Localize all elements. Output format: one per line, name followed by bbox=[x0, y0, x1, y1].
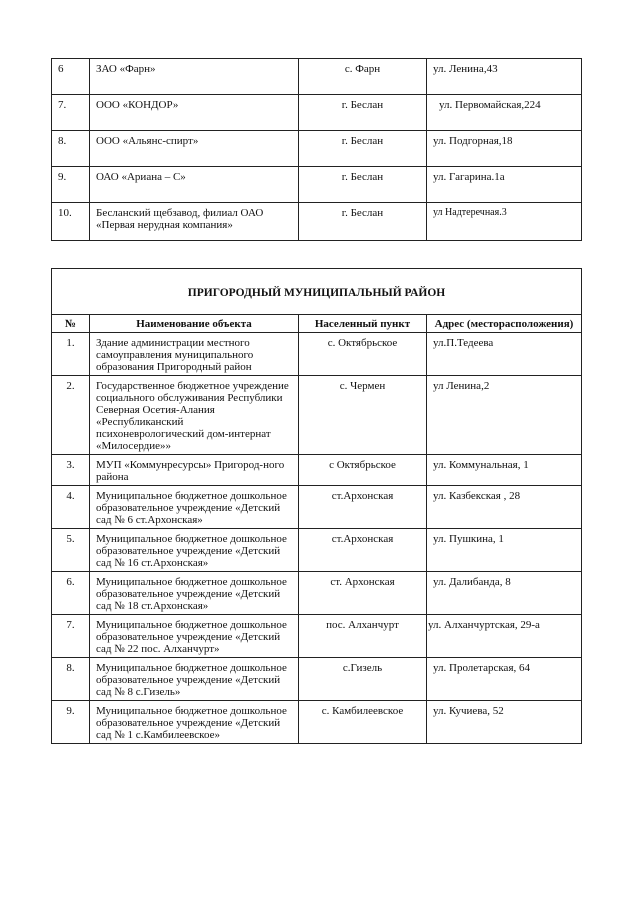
table-row bbox=[52, 615, 582, 658]
object-name: ОАО «Ариана – С» bbox=[90, 167, 299, 203]
row-number: 2. bbox=[52, 376, 90, 455]
settlement: ст.Архонская bbox=[299, 486, 427, 529]
settlement: пос. Алханчурт bbox=[299, 615, 427, 658]
object-name: Муниципальное бюджетное дошкольное образовательное учреждение «Детский сад № 6 ст.Архонская» bbox=[90, 486, 299, 529]
header-settlement: Населенный пункт bbox=[299, 315, 427, 333]
object-name: Муниципальное бюджетное дошкольное образовательное учреждение «Детский сад № 18 ст.Архонская» bbox=[90, 572, 299, 615]
settlement: г. Беслан bbox=[299, 203, 427, 241]
header-object-name: Наименование объекта bbox=[90, 315, 299, 333]
table-row bbox=[52, 658, 582, 701]
settlement: с. Камбилеевское bbox=[299, 701, 427, 744]
address: ул. Кучиева, 52 bbox=[427, 701, 582, 744]
settlement: с. Фарн bbox=[299, 59, 427, 95]
table-row bbox=[52, 701, 582, 744]
continuation-table bbox=[51, 58, 582, 241]
object-name: МУП «Коммунресурсы» Пригород-ного района bbox=[90, 455, 299, 486]
section-title: ПРИГОРОДНЫЙ МУНИЦИПАЛЬНЫЙ РАЙОН bbox=[52, 269, 582, 315]
row-number: 3. bbox=[52, 455, 90, 486]
table-row bbox=[52, 167, 582, 203]
object-name: Государственное бюджетное учреждение социального обслуживания Республики Северная Осетия-Алания «Республиканский психоневрологический дом-интернат «Милосердие»» bbox=[90, 376, 299, 455]
object-name: Здание администрации местного самоуправления муниципального образования Пригородный район bbox=[90, 333, 299, 376]
object-name: Бесланский щебзавод, филиал ОАО «Первая нерудная компания» bbox=[90, 203, 299, 241]
address: ул. Ленина,43 bbox=[427, 59, 582, 95]
address: ул. Коммунальная, 1 bbox=[427, 455, 582, 486]
header-number: № bbox=[52, 315, 90, 333]
address: ул. Пролетарская, 64 bbox=[427, 658, 582, 701]
table-row bbox=[52, 572, 582, 615]
address: ул. Алханчуртская, 29-а bbox=[427, 615, 582, 658]
row-number: 5. bbox=[52, 529, 90, 572]
settlement: с. Чермен bbox=[299, 376, 427, 455]
object-name: Муниципальное бюджетное дошкольное образовательное учреждение «Детский сад № 8 с.Гизель» bbox=[90, 658, 299, 701]
row-number: 7. bbox=[52, 615, 90, 658]
table-row bbox=[52, 95, 582, 131]
object-name: ЗАО «Фарн» bbox=[90, 59, 299, 95]
object-name: Муниципальное бюджетное дошкольное образовательное учреждение «Детский сад № 1 с.Камбилеевское» bbox=[90, 701, 299, 744]
address: ул. Далибанда, 8 bbox=[427, 572, 582, 615]
row-number: 4. bbox=[52, 486, 90, 529]
table-row bbox=[52, 486, 582, 529]
row-number: 1. bbox=[52, 333, 90, 376]
settlement: г. Беслан bbox=[299, 167, 427, 203]
address: ул Надтеречная.3 bbox=[427, 203, 582, 241]
object-name: ООО «КОНДОР» bbox=[90, 95, 299, 131]
row-number: 6 bbox=[52, 59, 90, 95]
table-header-row bbox=[52, 315, 582, 333]
settlement: с.Гизель bbox=[299, 658, 427, 701]
settlement: ст.Архонская bbox=[299, 529, 427, 572]
address: ул. Гагарина.1а bbox=[427, 167, 582, 203]
table-row bbox=[52, 376, 582, 455]
settlement: г. Беслан bbox=[299, 95, 427, 131]
table-row bbox=[52, 131, 582, 167]
row-number: 9. bbox=[52, 167, 90, 203]
row-number: 9. bbox=[52, 701, 90, 744]
settlement: с. Октябрьское bbox=[299, 333, 427, 376]
table-row bbox=[52, 333, 582, 376]
table-row bbox=[52, 529, 582, 572]
table-row bbox=[52, 455, 582, 486]
address: ул. Казбекская , 28 bbox=[427, 486, 582, 529]
row-number: 6. bbox=[52, 572, 90, 615]
row-number: 10. bbox=[52, 203, 90, 241]
address: ул Ленина,2 bbox=[427, 376, 582, 455]
settlement: ст. Архонская bbox=[299, 572, 427, 615]
address: ул. Первомайская,224 bbox=[427, 95, 582, 131]
row-number: 7. bbox=[52, 95, 90, 131]
settlement: г. Беслан bbox=[299, 131, 427, 167]
header-address: Адрес (месторасположения) bbox=[427, 315, 582, 333]
object-name: Муниципальное бюджетное дошкольное образовательное учреждение «Детский сад № 16 ст.Архонская» bbox=[90, 529, 299, 572]
settlement: с Октябрьское bbox=[299, 455, 427, 486]
object-name: Муниципальное бюджетное дошкольное образовательное учреждение «Детский сад № 22 пос. Алханчурт» bbox=[90, 615, 299, 658]
address: ул.П.Тедеева bbox=[427, 333, 582, 376]
address: ул. Подгорная,18 bbox=[427, 131, 582, 167]
row-number: 8. bbox=[52, 131, 90, 167]
address: ул. Пушкина, 1 bbox=[427, 529, 582, 572]
district-objects-table bbox=[51, 268, 582, 744]
table-row bbox=[52, 59, 582, 95]
table-row bbox=[52, 203, 582, 241]
object-name: ООО «Альянс-спирт» bbox=[90, 131, 299, 167]
row-number: 8. bbox=[52, 658, 90, 701]
